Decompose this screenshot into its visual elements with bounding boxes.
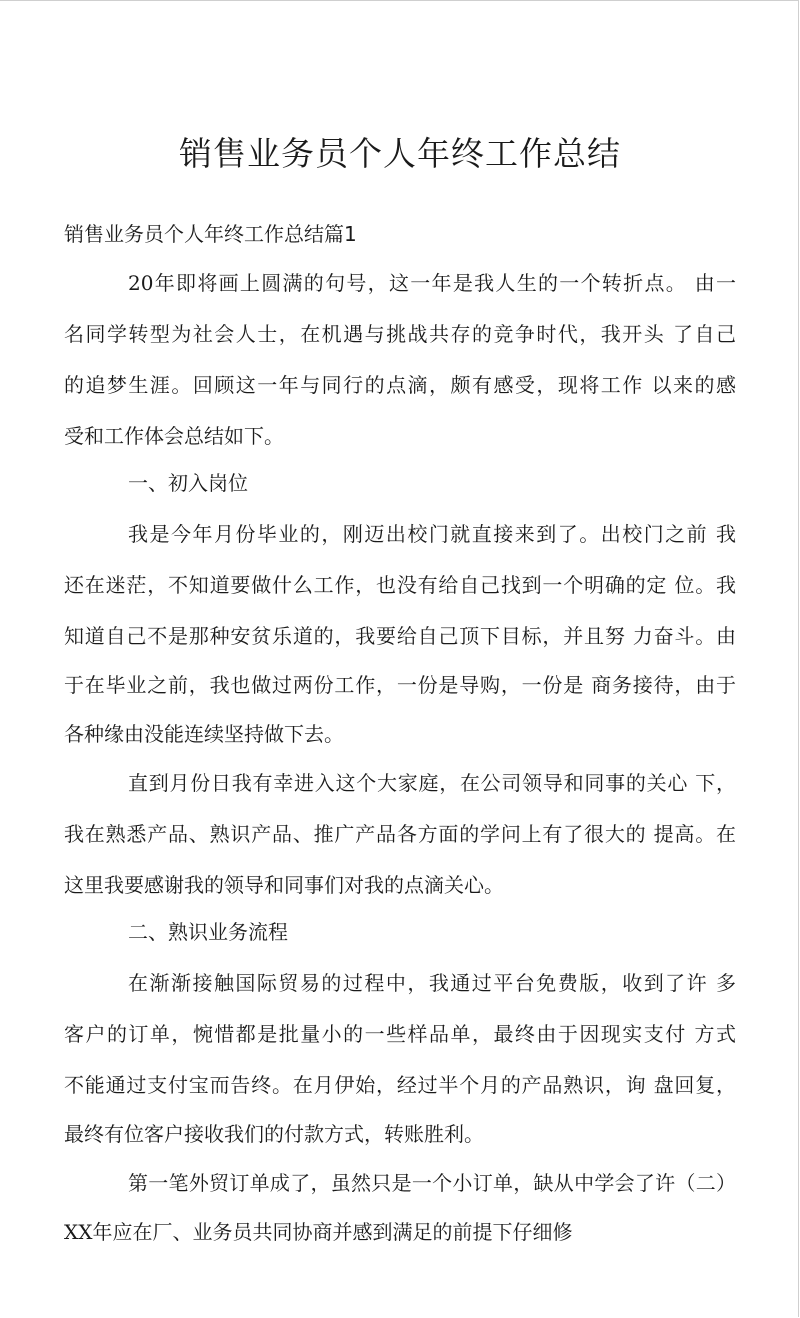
paragraph-line: 不能通过支付宝而告终。在月伊始，经过半个月的产品熟识，询 盘回复， xyxy=(64,1073,736,1097)
paragraph-line: 我是今年月份毕业的，刚迈出校门就直接来到了。出校门之前 我 xyxy=(128,522,736,546)
paragraph-line: 受和工作体会总结如下。 xyxy=(64,424,284,448)
paragraph-line: 20年即将画上圆满的句号，这一年是我人生的一个转折点。 由一 xyxy=(128,271,736,295)
paragraph-line: 最终有位客户接收我们的付款方式，转账胜利。 xyxy=(64,1122,484,1146)
paragraph-line: 直到月份日我有幸进入这个大家庭，在公司领导和同事的关心 下， xyxy=(128,771,736,795)
paragraph-line: XX年应在厂、业务员共同协商并感到满足的前提下仔细修 xyxy=(64,1220,573,1244)
paragraph-line: 于在毕业之前，我也做过两份工作，一份是导购，一份是 商务接待，由于 xyxy=(64,673,736,697)
paragraph-line: 还在迷茫，不知道要做什么工作，也没有给自己找到一个明确的定 位。我 xyxy=(64,573,736,597)
paragraph-line: 在渐渐接触国际贸易的过程中，我通过平台免费版，收到了许 多 xyxy=(128,971,736,995)
paragraph-line: 客户的订单，惋惜都是批量小的一些样品单，最终由于因现实支付 方式 xyxy=(64,1022,736,1046)
paragraph-line: 各种缘由没能连续坚持做下去。 xyxy=(64,722,344,746)
document-title: 销售业务员个人年终工作总结 xyxy=(179,134,621,173)
paragraph-line: 的追梦生涯。回顾这一年与同行的点滴，颇有感受，现将工作 以来的感 xyxy=(64,373,736,397)
paragraph-line: 第一笔外贸订单成了，虽然只是一个小订单，缺从中学会了许（二） xyxy=(128,1171,736,1195)
paragraph-line: 知道自己不是那种安贫乐道的，我要给自己顶下目标，并且努 力奋斗。由 xyxy=(64,624,736,648)
section-heading: 二、熟识业务流程 xyxy=(128,920,288,944)
document-subtitle: 销售业务员个人年终工作总结篇1 xyxy=(64,222,357,246)
paragraph-line: 我在熟悉产品、熟识产品、推广产品各方面的学问上有了很大的 提高。在 xyxy=(64,822,736,846)
paragraph-line: 名同学转型为社会人士，在机遇与挑战共存的竞争时代，我开头 了自己 xyxy=(64,322,736,346)
paragraph-line: 这里我要感谢我的领导和同事们对我的点滴关心。 xyxy=(64,873,504,897)
section-heading: 一、初入岗位 xyxy=(128,471,248,495)
